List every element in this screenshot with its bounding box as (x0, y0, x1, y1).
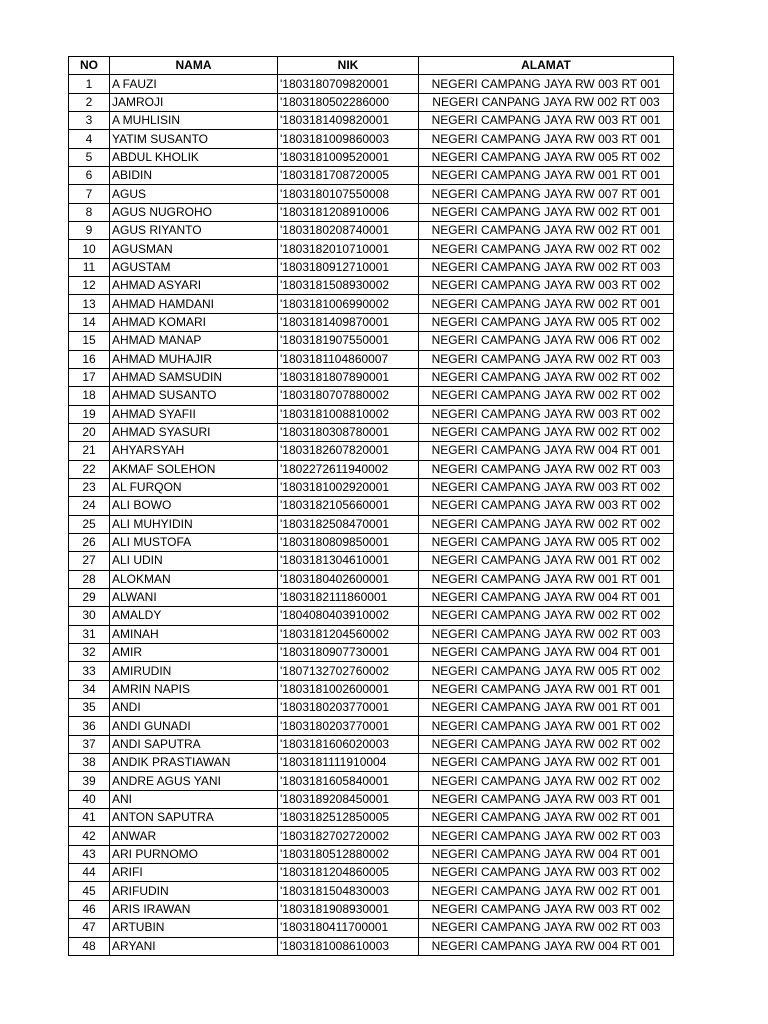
cell-no: 14 (69, 313, 110, 331)
cell-nik: '1803181409870001 (278, 313, 419, 331)
cell-nik: '1803181008810002 (278, 405, 419, 423)
cell-alamat: NEGERI CAMPANG JAYA RW 002 RT 002 (419, 607, 674, 625)
cell-alamat: NEGERI CAMPANG JAYA RW 001 RT 001 (419, 570, 674, 588)
cell-nik: '1803181504830003 (278, 882, 419, 900)
cell-no: 46 (69, 900, 110, 918)
cell-alamat: NEGERI CAMPANG JAYA RW 002 RT 001 (419, 222, 674, 240)
table-row (69, 809, 674, 827)
cell-nik: '1803180809850001 (278, 533, 419, 551)
cell-alamat: NEGERI CAMPANG JAYA RW 002 RT 002 (419, 772, 674, 790)
cell-alamat: NEGERI CAMPANG JAYA RW 001 RT 002 (419, 717, 674, 735)
table-row (69, 919, 674, 937)
cell-no: 37 (69, 735, 110, 753)
cell-nik: '1803180707880002 (278, 387, 419, 405)
cell-nama: ANDI GUNADI (110, 717, 278, 735)
cell-no: 16 (69, 350, 110, 368)
table-row (69, 258, 674, 276)
cell-no: 35 (69, 699, 110, 717)
cell-alamat: NEGERI CAMPANG JAYA RW 002 RT 003 (419, 625, 674, 643)
cell-nik: '1803181508930002 (278, 277, 419, 295)
cell-nama: AL FURQON (110, 478, 278, 496)
cell-nik: '1802272611940002 (278, 460, 419, 478)
cell-nama: AHMAD HAMDANI (110, 295, 278, 313)
table-row (69, 460, 674, 478)
cell-nama: AHMAD ASYARI (110, 277, 278, 295)
cell-no: 18 (69, 387, 110, 405)
cell-nama: AGUSMAN (110, 240, 278, 258)
table-row (69, 350, 674, 368)
cell-nik: '1803181111910004 (278, 754, 419, 772)
table-row (69, 735, 674, 753)
cell-alamat: NEGERI CAMPANG JAYA RW 004 RT 001 (419, 588, 674, 606)
cell-alamat: NEGERI CAMPANG JAYA RW 003 RT 002 (419, 864, 674, 882)
cell-no: 29 (69, 588, 110, 606)
cell-nama: A MUHLISIN (110, 112, 278, 130)
cell-nama: AHMAD SAMSUDIN (110, 368, 278, 386)
cell-nik: '1803181908930001 (278, 900, 419, 918)
cell-alamat: NEGERI CAMPANG JAYA RW 005 RT 002 (419, 662, 674, 680)
cell-nik: '1803181807890001 (278, 368, 419, 386)
cell-nik: '1803181009520001 (278, 148, 419, 166)
cell-nik: '1803180203770001 (278, 699, 419, 717)
cell-nama: ANI (110, 790, 278, 808)
cell-alamat: NEGERI CAMPANG JAYA RW 002 RT 002 (419, 735, 674, 753)
cell-nik: '1803181606020003 (278, 735, 419, 753)
cell-alamat: NEGERI CAMPANG JAYA RW 002 RT 002 (419, 515, 674, 533)
table-row (69, 717, 674, 735)
cell-nik: '1803180502286000 (278, 93, 419, 111)
cell-alamat: NEGERI CAMPANG JAYA RW 005 RT 002 (419, 533, 674, 551)
cell-no: 43 (69, 845, 110, 863)
cell-alamat: NEGERI CAMPANG JAYA RW 003 RT 002 (419, 497, 674, 515)
cell-alamat: NEGERI CAMPANG JAYA RW 004 RT 001 (419, 442, 674, 460)
table-row (69, 680, 674, 698)
cell-no: 9 (69, 222, 110, 240)
cell-nik: '1803181605840001 (278, 772, 419, 790)
cell-no: 24 (69, 497, 110, 515)
cell-nama: ALI MUHYIDIN (110, 515, 278, 533)
cell-no: 38 (69, 754, 110, 772)
table-row (69, 423, 674, 441)
cell-nama: AMIR (110, 644, 278, 662)
cell-alamat: NEGERI CAMPANG JAYA RW 002 RT 003 (419, 827, 674, 845)
cell-alamat: NEGERI CAMPANG JAYA RW 002 RT 002 (419, 423, 674, 441)
cell-alamat: NEGERI CAMPANG JAYA RW 003 RT 001 (419, 790, 674, 808)
table-row (69, 533, 674, 551)
cell-no: 21 (69, 442, 110, 460)
table-row (69, 845, 674, 863)
cell-nama: ALI MUSTOFA (110, 533, 278, 551)
table-row (69, 497, 674, 515)
cell-alamat: NEGERI CAMPANG JAYA RW 003 RT 001 (419, 75, 674, 93)
cell-nama: ALOKMAN (110, 570, 278, 588)
table-row (69, 112, 674, 130)
cell-no: 40 (69, 790, 110, 808)
cell-nik: '1803180208740001 (278, 222, 419, 240)
cell-alamat: NEGERI CAMPANG JAYA RW 001 RT 001 (419, 699, 674, 717)
cell-nik: '1803180203770001 (278, 717, 419, 735)
cell-no: 20 (69, 423, 110, 441)
table-row (69, 203, 674, 221)
cell-no: 4 (69, 130, 110, 148)
resident-table (68, 56, 674, 956)
cell-alamat: NEGERI CAMPANG JAYA RW 002 RT 003 (419, 258, 674, 276)
cell-no: 39 (69, 772, 110, 790)
cell-nik: '1803181907550001 (278, 332, 419, 350)
cell-no: 10 (69, 240, 110, 258)
cell-no: 5 (69, 148, 110, 166)
cell-nama: AGUS (110, 185, 278, 203)
cell-no: 6 (69, 167, 110, 185)
table-row (69, 332, 674, 350)
cell-no: 33 (69, 662, 110, 680)
cell-nik: '1803180709820001 (278, 75, 419, 93)
cell-alamat: NEGERI CAMPANG JAYA RW 001 RT 001 (419, 167, 674, 185)
cell-alamat: NEGERI CAMPANG JAYA RW 004 RT 001 (419, 937, 674, 955)
table-row (69, 864, 674, 882)
cell-nama: YATIM SUSANTO (110, 130, 278, 148)
table-row (69, 754, 674, 772)
cell-no: 32 (69, 644, 110, 662)
cell-nama: AMRIN NAPIS (110, 680, 278, 698)
header-row (69, 57, 674, 75)
cell-nama: ANDI (110, 699, 278, 717)
cell-alamat: NEGERI CAMPANG JAYA RW 002 RT 001 (419, 882, 674, 900)
cell-no: 15 (69, 332, 110, 350)
cell-no: 13 (69, 295, 110, 313)
table-row (69, 148, 674, 166)
cell-nik: '1803182508470001 (278, 515, 419, 533)
table-row (69, 405, 674, 423)
table-row (69, 277, 674, 295)
table-row (69, 387, 674, 405)
cell-nik: '1803181304610001 (278, 552, 419, 570)
table-row (69, 588, 674, 606)
cell-alamat: NEGERI CAMPANG JAYA RW 007 RT 001 (419, 185, 674, 203)
cell-no: 31 (69, 625, 110, 643)
cell-nik: '1803180912710001 (278, 258, 419, 276)
cell-alamat: NEGERI CAMPANG JAYA RW 002 RT 002 (419, 240, 674, 258)
cell-nama: AGUS NUGROHO (110, 203, 278, 221)
cell-nama: ABDUL KHOLIK (110, 148, 278, 166)
header-alamat: ALAMAT (419, 57, 674, 75)
table-row (69, 130, 674, 148)
cell-nama: AHMAD KOMARI (110, 313, 278, 331)
cell-alamat: NEGERI CAMPANG JAYA RW 003 RT 002 (419, 900, 674, 918)
table-row (69, 827, 674, 845)
header-nik: NIK (278, 57, 419, 75)
cell-nik: '1803180411700001 (278, 919, 419, 937)
cell-nama: AHMAD MANAP (110, 332, 278, 350)
cell-nama: A FAUZI (110, 75, 278, 93)
cell-nama: AMINAH (110, 625, 278, 643)
cell-no: 7 (69, 185, 110, 203)
cell-nik: '1803180402600001 (278, 570, 419, 588)
cell-alamat: NEGERI CAMPANG JAYA RW 002 RT 001 (419, 295, 674, 313)
cell-nama: ARIFUDIN (110, 882, 278, 900)
cell-no: 8 (69, 203, 110, 221)
cell-alamat: NEGERI CAMPANG JAYA RW 003 RT 002 (419, 277, 674, 295)
table-row (69, 240, 674, 258)
cell-no: 12 (69, 277, 110, 295)
cell-nik: '1803182111860001 (278, 588, 419, 606)
cell-nik: '1803180308780001 (278, 423, 419, 441)
cell-alamat: NEGERI CAMPANG JAYA RW 004 RT 001 (419, 845, 674, 863)
cell-no: 25 (69, 515, 110, 533)
table-row (69, 570, 674, 588)
cell-no: 26 (69, 533, 110, 551)
cell-nama: ARIS IRAWAN (110, 900, 278, 918)
table-row (69, 478, 674, 496)
cell-alamat: NEGERI CAMPANG JAYA RW 002 RT 001 (419, 754, 674, 772)
cell-no: 48 (69, 937, 110, 955)
table-row (69, 937, 674, 955)
header-nama: NAMA (110, 57, 278, 75)
table-row (69, 699, 674, 717)
cell-nik: '1803189208450001 (278, 790, 419, 808)
table-row (69, 607, 674, 625)
cell-no: 28 (69, 570, 110, 588)
cell-no: 19 (69, 405, 110, 423)
cell-nik: '1803181009860003 (278, 130, 419, 148)
cell-nik: '1803182105660001 (278, 497, 419, 515)
cell-no: 34 (69, 680, 110, 698)
table-row (69, 313, 674, 331)
cell-no: 1 (69, 75, 110, 93)
cell-nama: ALI BOWO (110, 497, 278, 515)
table-row (69, 185, 674, 203)
cell-nama: AMIRUDIN (110, 662, 278, 680)
cell-nik: '1803181104860007 (278, 350, 419, 368)
cell-no: 36 (69, 717, 110, 735)
cell-nik: '1803181204560002 (278, 625, 419, 643)
cell-nik: '1803181708720005 (278, 167, 419, 185)
cell-alamat: NEGERI CAMPANG JAYA RW 006 RT 002 (419, 332, 674, 350)
cell-alamat: NEGERI CAMPANG JAYA RW 002 RT 002 (419, 387, 674, 405)
table-row (69, 222, 674, 240)
cell-nik: '1803180512880002 (278, 845, 419, 863)
cell-alamat: NEGERI CAMPANG JAYA RW 002 RT 003 (419, 919, 674, 937)
cell-nik: '1803180107550008 (278, 185, 419, 203)
table-row (69, 625, 674, 643)
cell-no: 44 (69, 864, 110, 882)
cell-nama: AHMAD MUHAJIR (110, 350, 278, 368)
cell-nik: '1807132702760002 (278, 662, 419, 680)
cell-nik: '1803182607820001 (278, 442, 419, 460)
cell-no: 27 (69, 552, 110, 570)
cell-nama: AHMAD SYAFII (110, 405, 278, 423)
cell-nama: AHYARSYAH (110, 442, 278, 460)
cell-nama: ANWAR (110, 827, 278, 845)
cell-nama: ABIDIN (110, 167, 278, 185)
cell-nama: ALWANI (110, 588, 278, 606)
cell-nama: ARIFI (110, 864, 278, 882)
cell-nik: '1803182010710001 (278, 240, 419, 258)
table-row (69, 552, 674, 570)
cell-nama: AHMAD SUSANTO (110, 387, 278, 405)
table-row (69, 442, 674, 460)
cell-nik: '1803181409820001 (278, 112, 419, 130)
cell-no: 11 (69, 258, 110, 276)
cell-nik: '1803182512850005 (278, 809, 419, 827)
cell-alamat: NEGERI CAMPANG JAYA RW 002 RT 003 (419, 350, 674, 368)
cell-nama: ANTON SAPUTRA (110, 809, 278, 827)
cell-alamat: NEGERI CAMPANG JAYA RW 004 RT 001 (419, 644, 674, 662)
cell-no: 45 (69, 882, 110, 900)
cell-nama: ANDIK PRASTIAWAN (110, 754, 278, 772)
cell-no: 2 (69, 93, 110, 111)
cell-no: 23 (69, 478, 110, 496)
cell-nama: AMALDY (110, 607, 278, 625)
cell-nik: '1803180907730001 (278, 644, 419, 662)
cell-no: 22 (69, 460, 110, 478)
cell-nama: AGUS RIYANTO (110, 222, 278, 240)
cell-nik: '1803181008610003 (278, 937, 419, 955)
cell-alamat: NEGERI CAMPANG JAYA RW 002 RT 001 (419, 809, 674, 827)
cell-nama: AKMAF SOLEHON (110, 460, 278, 478)
cell-alamat: NEGERI CAMPANG JAYA RW 002 RT 001 (419, 203, 674, 221)
table-row (69, 882, 674, 900)
cell-nama: ANDI SAPUTRA (110, 735, 278, 753)
table-row (69, 75, 674, 93)
cell-alamat: NEGERI CAMPANG JAYA RW 002 RT 002 (419, 368, 674, 386)
cell-alamat: NEGERI CAMPANG JAYA RW 002 RT 003 (419, 460, 674, 478)
cell-nama: ANDRE AGUS YANI (110, 772, 278, 790)
cell-nama: AHMAD SYASURI (110, 423, 278, 441)
cell-nama: JAMROJI (110, 93, 278, 111)
header-no: NO (69, 57, 110, 75)
cell-nama: ARTUBIN (110, 919, 278, 937)
table-row (69, 295, 674, 313)
cell-nama: ALI UDIN (110, 552, 278, 570)
table-row (69, 167, 674, 185)
cell-alamat: NEGERI CAMPANG JAYA RW 003 RT 001 (419, 112, 674, 130)
cell-nik: '1803181204860005 (278, 864, 419, 882)
cell-alamat: NEGERI CAMPANG JAYA RW 003 RT 002 (419, 405, 674, 423)
cell-nama: ARI PURNOMO (110, 845, 278, 863)
table-row (69, 644, 674, 662)
cell-nik: '1803181002600001 (278, 680, 419, 698)
cell-alamat: NEGERI CAMPANG JAYA RW 003 RT 001 (419, 130, 674, 148)
cell-nik: '1803182702720002 (278, 827, 419, 845)
table-row (69, 93, 674, 111)
cell-no: 3 (69, 112, 110, 130)
cell-no: 41 (69, 809, 110, 827)
cell-alamat: NEGERI CANPANG JAYA RW 002 RT 003 (419, 93, 674, 111)
cell-nama: AGUSTAM (110, 258, 278, 276)
cell-no: 42 (69, 827, 110, 845)
cell-alamat: NEGERI CAMPANG JAYA RW 005 RT 002 (419, 148, 674, 166)
table-header (69, 57, 674, 75)
cell-nik: '1803181006990002 (278, 295, 419, 313)
table-row (69, 790, 674, 808)
table-row (69, 900, 674, 918)
cell-no: 17 (69, 368, 110, 386)
cell-no: 47 (69, 919, 110, 937)
cell-alamat: NEGERI CAMPANG JAYA RW 005 RT 002 (419, 313, 674, 331)
cell-nama: ARYANI (110, 937, 278, 955)
table-row (69, 772, 674, 790)
table-row (69, 515, 674, 533)
cell-nik: '1804080403910002 (278, 607, 419, 625)
table-body (69, 75, 674, 956)
table-row (69, 368, 674, 386)
cell-nik: '1803181002920001 (278, 478, 419, 496)
cell-alamat: NEGERI CAMPANG JAYA RW 001 RT 002 (419, 552, 674, 570)
cell-no: 30 (69, 607, 110, 625)
cell-alamat: NEGERI CAMPANG JAYA RW 003 RT 002 (419, 478, 674, 496)
cell-nik: '1803181208910006 (278, 203, 419, 221)
cell-alamat: NEGERI CAMPANG JAYA RW 001 RT 001 (419, 680, 674, 698)
table-row (69, 662, 674, 680)
